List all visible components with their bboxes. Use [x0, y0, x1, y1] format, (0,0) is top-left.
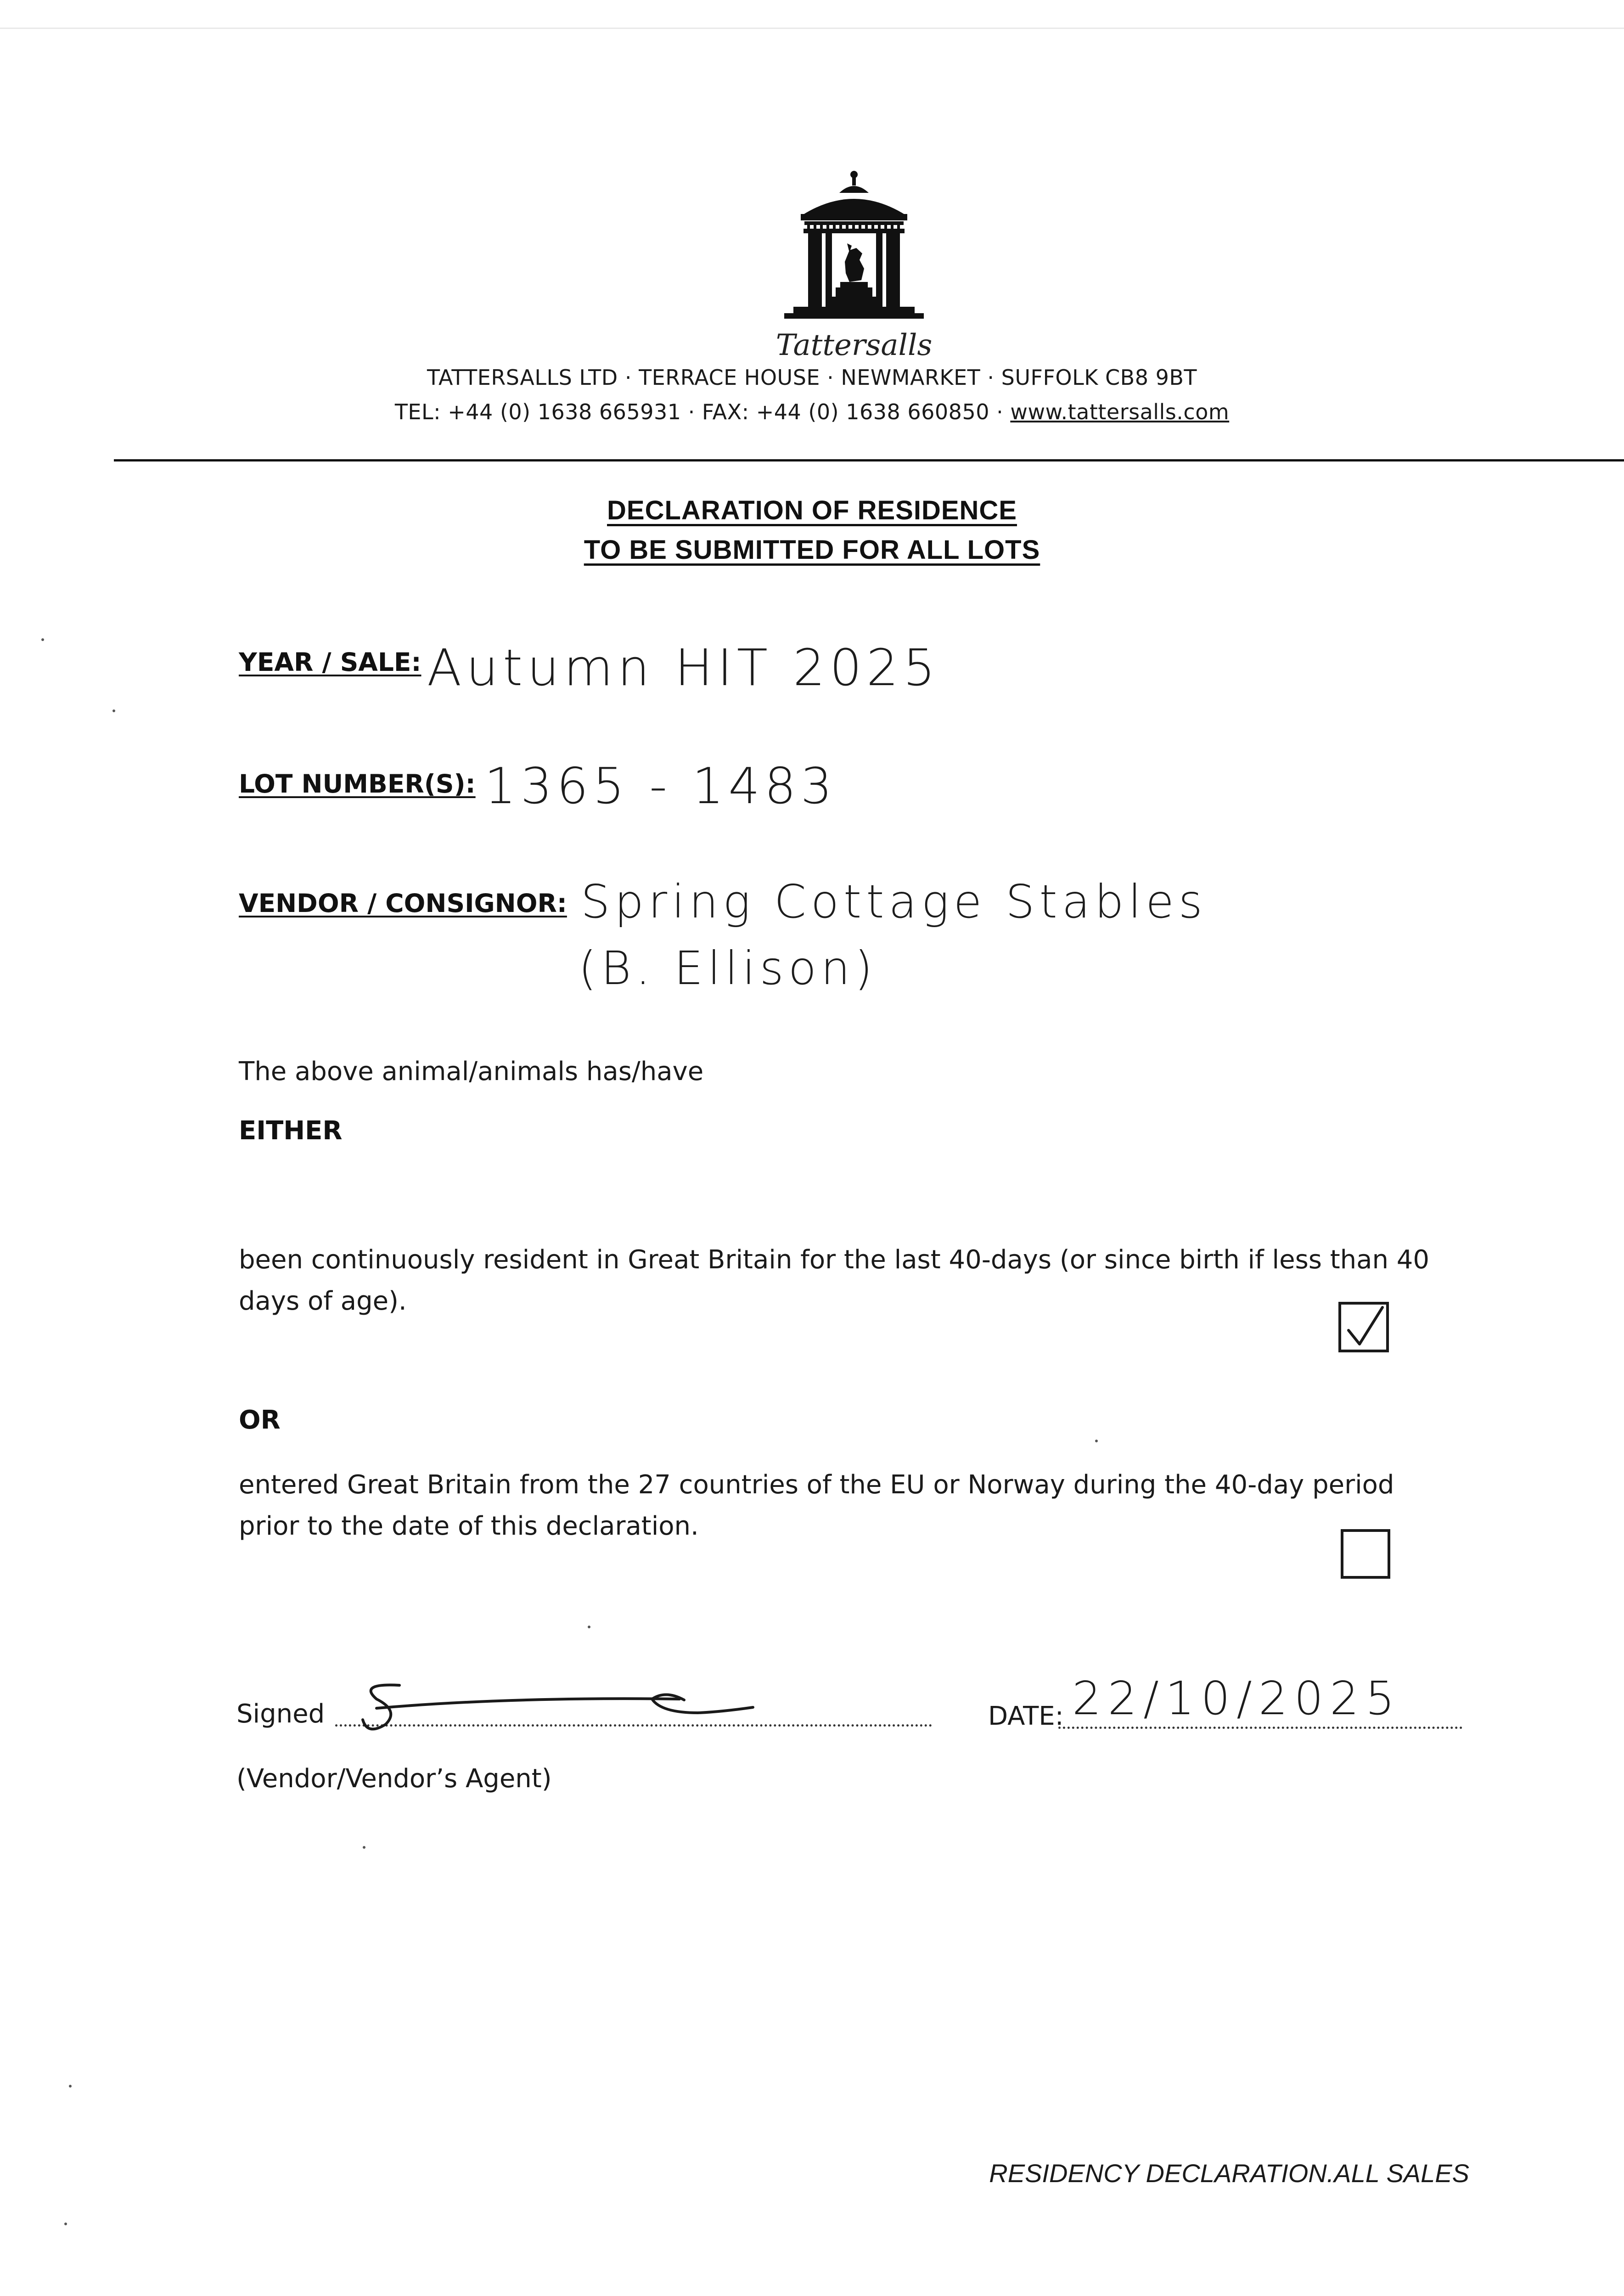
company-address: TATTERSALLS LTD · TERRACE HOUSE · NEWMARKET · SUFFOLK CB8 9BT — [427, 365, 1197, 390]
either-heading: EITHER — [239, 1116, 343, 1146]
vendor-value[interactable]: Spring Cottage Stables — [581, 875, 1207, 929]
option-eu-entry-checkbox[interactable] — [1341, 1529, 1390, 1579]
scan-speck — [41, 638, 44, 641]
option-eu-entry-line2: prior to the date of this declaration. — [239, 1511, 699, 1541]
checkmark-icon — [1338, 1302, 1389, 1352]
signer-role: (Vendor/Vendor’s Agent) — [236, 1764, 552, 1794]
lot-numbers-value[interactable]: 1365 - 1483 — [484, 758, 837, 815]
scan-speck — [1095, 1440, 1098, 1442]
footer-reference: RESIDENCY DECLARATION.ALL SALES — [989, 2159, 1469, 2188]
contact-numbers: TEL: +44 (0) 1638 665931 · FAX: +44 (0) 1638 660850 · — [394, 400, 1011, 424]
website-link[interactable]: www.tattersalls.com — [1010, 400, 1230, 424]
document-subtitle: TO BE SUBMITTED FOR ALL LOTS — [584, 535, 1040, 565]
lot-numbers-label: LOT NUMBER(S): — [239, 769, 476, 799]
vendor-value-continued[interactable]: (B. Ellison) — [579, 941, 877, 995]
year-sale-value[interactable]: Autumn HIT 2025 — [427, 638, 940, 697]
header-divider — [114, 459, 1624, 461]
scan-speck — [69, 2085, 72, 2088]
brand-name: Tattersalls — [775, 328, 933, 362]
date-value[interactable]: 22/10/2025 — [1072, 1671, 1401, 1725]
date-line[interactable] — [1058, 1727, 1462, 1729]
option-resident-line1: been continuously resident in Great Britain for the last 40-days (or since birth if less than 40 — [239, 1245, 1430, 1275]
statement-intro: The above animal/animals has/have — [239, 1057, 704, 1086]
year-sale-label: YEAR / SALE: — [239, 647, 421, 677]
company-contact — [0, 400, 1624, 424]
tattersalls-logo — [781, 170, 927, 326]
document-title: DECLARATION OF RESIDENCE — [607, 495, 1017, 525]
scan-speck — [363, 1846, 365, 1849]
scan-speck — [588, 1626, 590, 1628]
option-eu-entry-line1: entered Great Britain from the 27 countries of the EU or Norway during the 40-day period — [239, 1470, 1394, 1500]
scan-speck — [64, 2223, 67, 2225]
option-resident-line2: days of age). — [239, 1286, 407, 1316]
handwritten-signature — [349, 1667, 762, 1740]
scan-speck — [112, 709, 115, 712]
signed-label: Signed — [236, 1699, 325, 1729]
scan-edge-line — [0, 28, 1624, 29]
vendor-label: VENDOR / CONSIGNOR: — [239, 889, 567, 918]
date-label: DATE: — [988, 1701, 1064, 1731]
or-heading: OR — [239, 1405, 281, 1435]
